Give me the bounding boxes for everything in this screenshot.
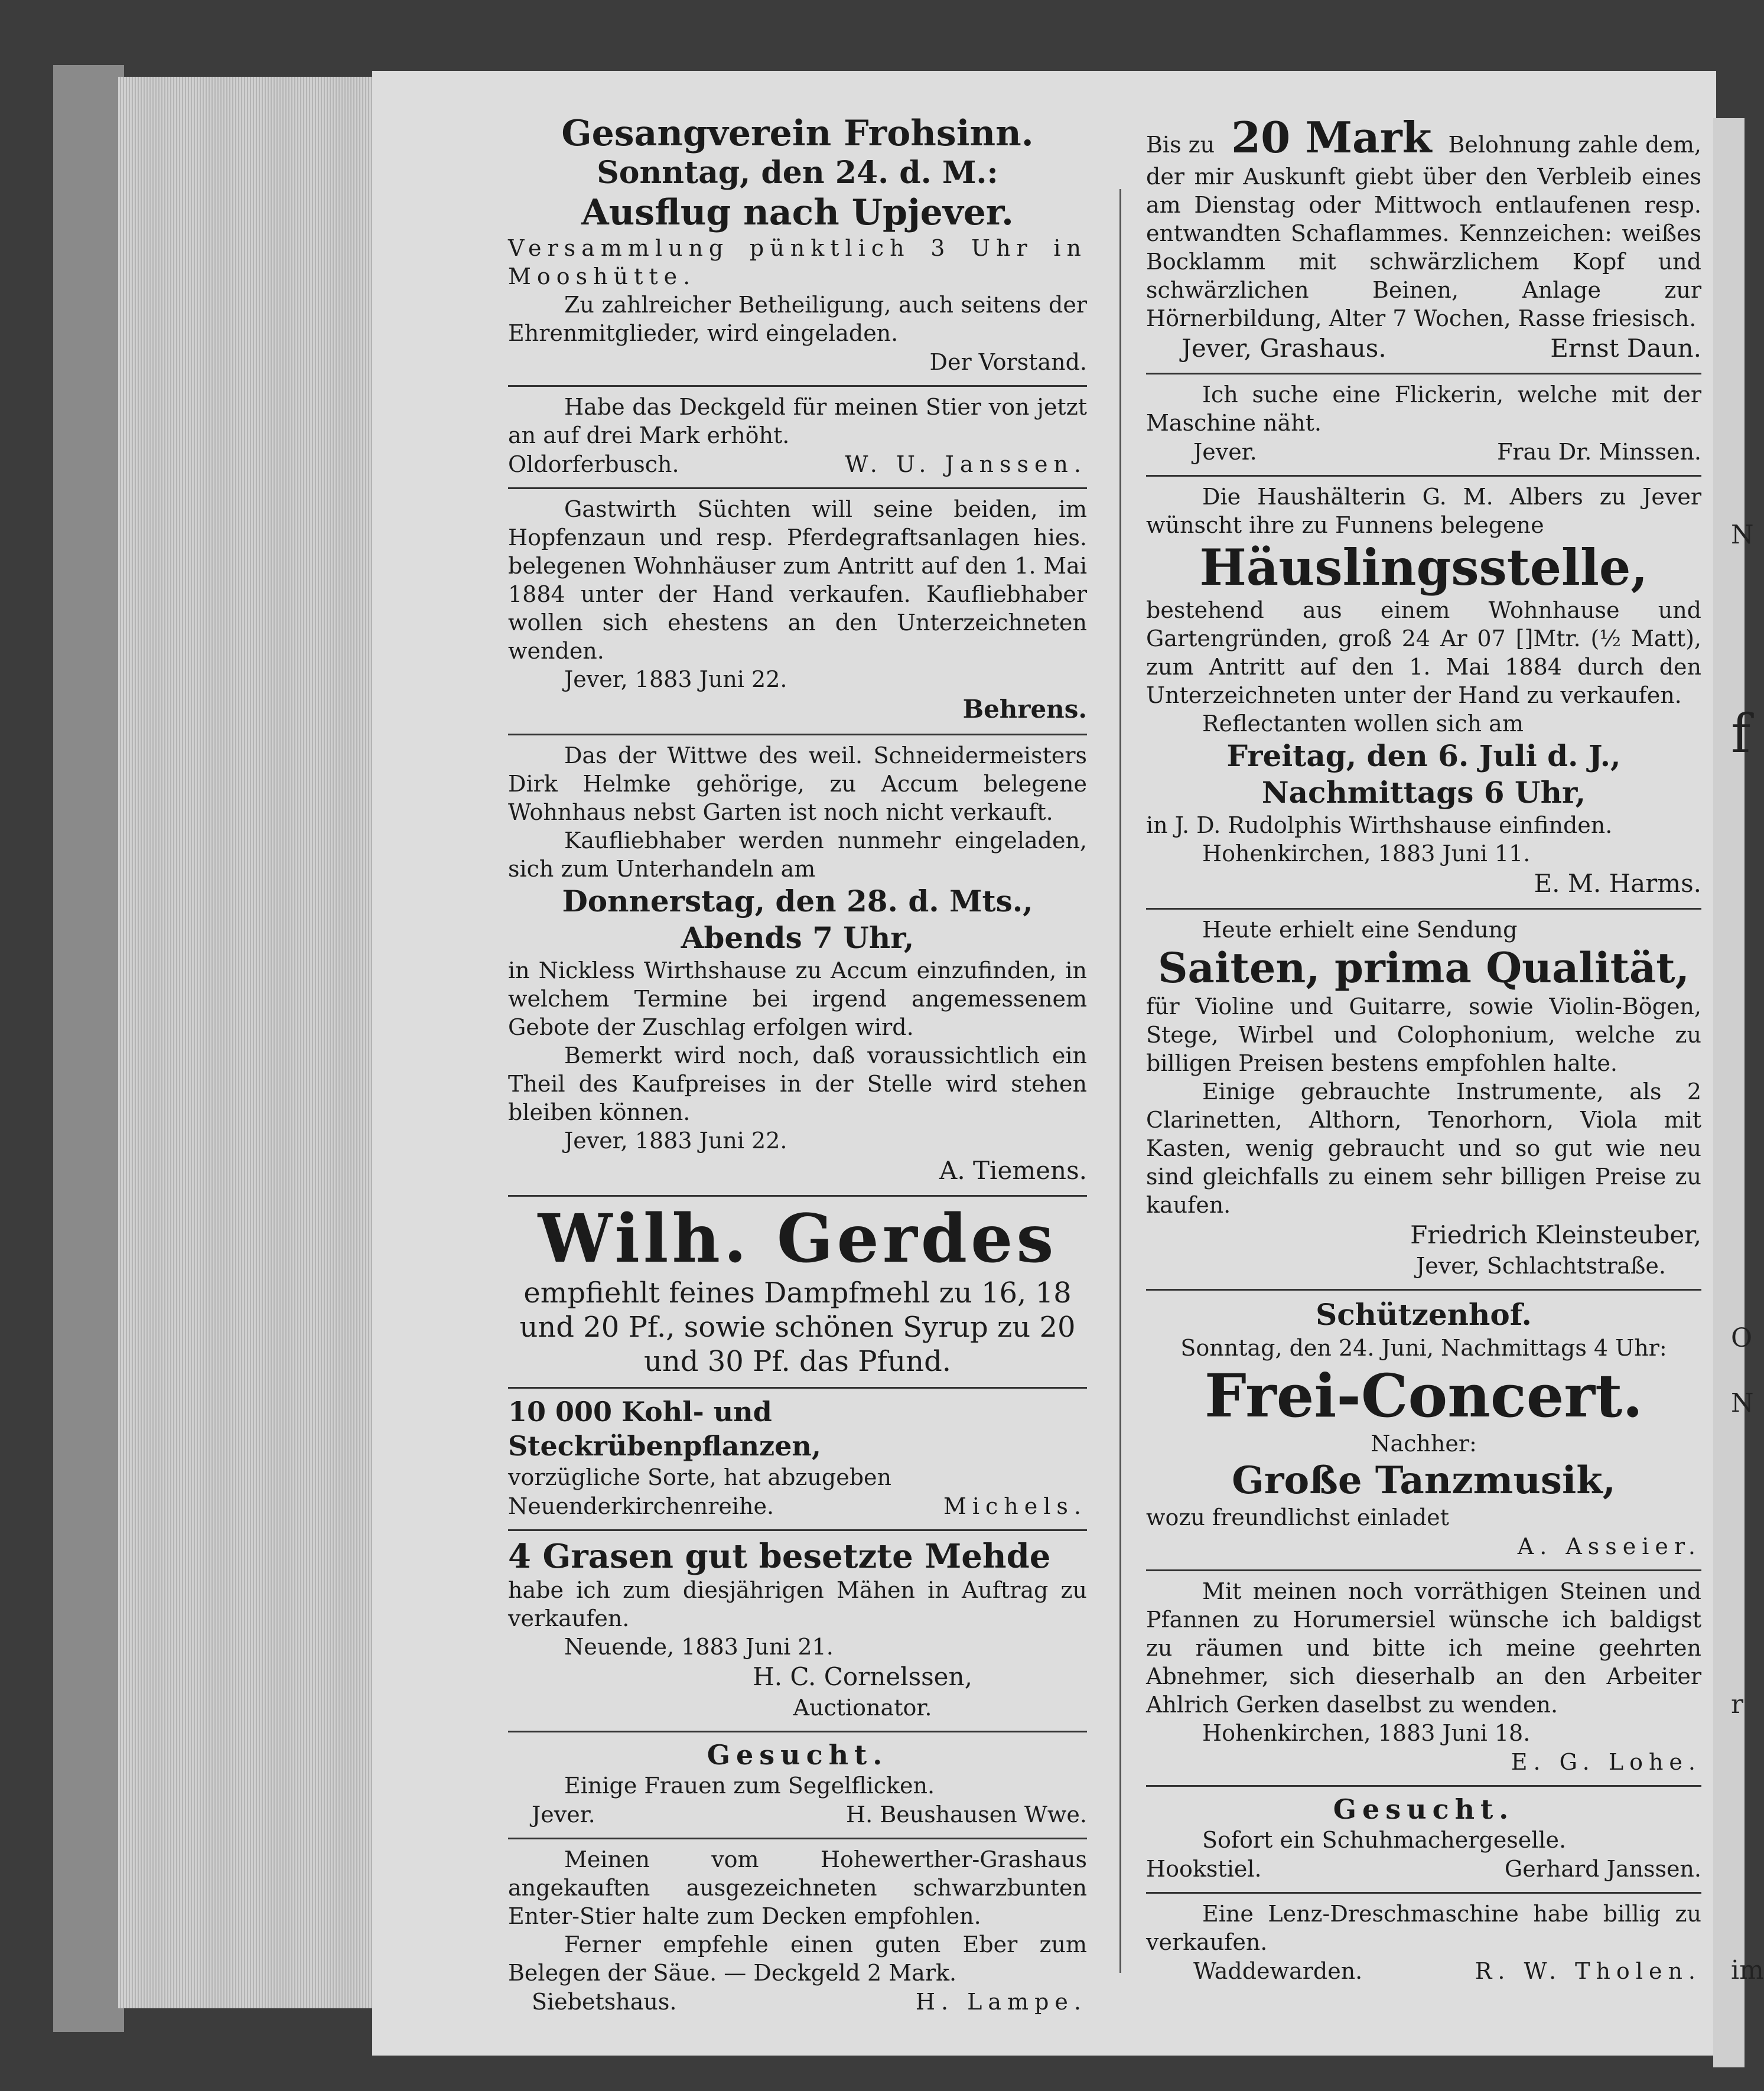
ad-headline: 10 000 Kohl- und Steckrübenpflanzen, [508,1396,821,1462]
ad-signer: A. Asseier. [1517,1533,1701,1559]
ad-date: Sonntag, den 24. d. M.: [597,155,998,191]
ad-title: Gesangverein Frohsinn. [561,113,1034,154]
ad-brand: Wilh. Gerdes [538,1200,1057,1278]
ad-separator [508,385,1087,387]
ad-flickerin [1146,380,1701,467]
ad-separator [508,734,1087,735]
ad-signer: Behrens. [962,695,1087,724]
next-page-edge [1713,118,1745,2067]
ad-text: Ich suche eine Flickerin, welche mit der Maschine näht. [1146,382,1701,436]
ad-text: Meinen vom Hohewerther-Grashaus angekauften ausgezeichneten schwarzbunten Enter-Stier halte zum Decken empfohlen. [508,1846,1087,1929]
ad-place: Jever. [1193,439,1257,465]
ad-separator [1146,1785,1701,1787]
ad-signer-role: Auctionator. [793,1695,932,1721]
ad-text: Habe das Deckgeld für meinen Stier von jetzt an auf drei Mark erhöht. [508,394,1087,448]
ad-lohe [1146,1577,1701,1777]
ad-separator [1146,1892,1701,1894]
ad-address: Jever, Schlachtstraße. [1416,1253,1666,1279]
left-column [508,112,1087,2017]
ad-text: Belohnung zahle dem, [1448,132,1701,158]
ad-place: Waddewarden. [1193,1958,1363,1984]
ad-place: Siebetshaus. [532,1989,677,2015]
ad-haeuslingsstelle [1146,483,1701,900]
ad-date: Jever, 1883 Juni 22. [564,666,787,692]
ad-amount: 20 Mark [1231,112,1432,162]
ad-title: Gesucht. [1333,1793,1515,1825]
ad-place: Jever, Grashaus. [1182,334,1387,363]
ad-text: bestehend aus einem Wohnhause und Gartengründen, groß 24 Ar 07 []Mtr. (½ Matt), zum Antritt auf den 1. Mai 1884 durch den Unterzeichneten unter der Hand zu verkaufen. [1146,597,1701,708]
ad-signer: A. Tiemens. [939,1156,1087,1185]
ad-headline: Saiten, prima Qualität, [1157,943,1690,992]
ad-signer: Frau Dr. Minssen. [1497,439,1701,465]
ad-signer: R. W. Tholen. [1475,1958,1701,1984]
ad-text: Kaufliebhaber werden nunmehr eingeladen, sich zum Unterhandeln am [508,828,1087,882]
ad-text: wozu freundlichst einladet [1146,1504,1449,1530]
ad-saiten [1146,916,1701,1281]
ad-signer: Friedrich Kleinsteuber, [1410,1220,1701,1249]
ad-belohnung [1146,112,1701,364]
ad-place: Neuenderkirchenreihe. [508,1493,774,1519]
ad-signer: Ernst Daun. [1550,334,1701,363]
ad-signer: Michels. [943,1493,1087,1519]
ad-separator [1146,1289,1701,1291]
ad-date: Hohenkirchen, 1883 Juni 18. [1202,1720,1531,1746]
edge-fragment: O [1731,1323,1753,1353]
ad-date-big: Donnerstag, den 28. d. Mts., [562,884,1033,919]
ad-gesucht-2 [1146,1793,1701,1884]
ad-date: Jever, 1883 Juni 22. [564,1128,787,1154]
ad-date: Sonntag, den 24. Juni, Nachmittags 4 Uhr: [1180,1335,1667,1361]
ad-text: Sofort ein Schuhmachergeselle. [1202,1827,1567,1853]
ad-time-big: Abends 7 Uhr, [681,920,914,955]
ad-headline: Frei-Concert. [1204,1361,1643,1431]
ad-separator [508,1195,1087,1197]
ad-text: Bemerkt wird noch, daß voraussichtlich ein Theil des Kaufpreises in der Stelle wird stehen bleiben können. [508,1043,1087,1125]
ad-separator [508,1529,1087,1531]
ad-separator [508,487,1087,489]
ad-signer: H. C. Cornelssen, [753,1662,972,1691]
ad-place: Oldorferbusch. [508,451,679,477]
ad-tholen [1146,1900,1701,1986]
ad-text: habe ich zum diesjährigen Mähen in Auftrag zu verkaufen. [508,1577,1087,1631]
ad-text: Gastwirth Süchten will seine beiden, im Hopfenzaun und resp. Pferdegraftsanlagen hies. belegenen Wohnhäuser zum Antritt auf den 1. Mai 1884 unter der Hand verkaufen. Kaufliebhaber wollen sich ehestens an den Unterzeichneten wenden. [508,496,1087,664]
ad-text: Zu zahlreicher Betheiligung, auch seitens der Ehrenmitglieder, wird eingeladen. [508,292,1087,346]
ad-text: Ferner empfehle einen guten Eber zum Belegen der Säue. — Deckgeld 2 Mark. [508,1932,1087,1986]
ad-text: vorzügliche Sorte, hat abzugeben [508,1464,892,1490]
ad-text: Heute erhielt eine Sendung [1202,917,1518,943]
ad-text: Die Haushälterin G. M. Albers zu Jever wünscht ihre zu Funnens belegene [1146,484,1701,538]
page-edges [118,77,384,2008]
ad-place: Jever. [532,1802,595,1828]
ad-text: Reflectanten wollen sich am [1202,711,1524,737]
ad-text: der mir Auskunft giebt über den Verbleib eines am Dienstag oder Mittwoch entlaufenen resp. entwandten Schaflammes. Kennzeichen: weißes Bocklamm mit schwärzlichem Kopf und schwärzlichen Beinen, Anlage zur Hörnerbildung, Alter 7 Wochen, Rasse friesisch. [1146,164,1701,331]
ad-signer: E. G. Lohe. [1511,1749,1701,1775]
ad-mehde [508,1537,1087,1722]
ad-separator [508,1838,1087,1839]
ad-text: in Nickless Wirthshause zu Accum einzufinden, in welchem Termine bei irgend angemessenem Gebote der Zuschlag erfolgen wird. [508,957,1087,1040]
ad-text: Das der Wittwe des weil. Schneidermeisters Dirk Helmke gehörige, zu Accum belegene Wohnhaus nebst Garten ist noch nicht verkauft. [508,742,1087,825]
edge-fragment: N [1731,1388,1754,1418]
ad-separator [1146,1569,1701,1571]
ad-text: Einige gebrauchte Instrumente, als 2 Clarinetten, Althorn, Tenorhorn, Viola mit Kasten, wenig gebraucht und so gut wie neu sind gleichfalls zu einem sehr billigen Preise zu kaufen. [1146,1079,1701,1218]
ad-signer: Gerhard Janssen. [1504,1856,1701,1882]
edge-fragment: f [1731,703,1751,765]
ad-separator [1146,373,1701,374]
ad-time-big: Nachmittags 6 Uhr, [1261,775,1586,810]
ad-signer: H. Lampe. [915,1989,1087,2015]
ad-deckgeld [508,393,1087,479]
ad-headline: 4 Grasen gut besetzte Mehde [508,1537,1051,1576]
ad-date: Neuende, 1883 Juni 21. [564,1634,834,1660]
book-binding [53,65,124,2032]
ad-separator [508,1731,1087,1732]
ad-place: Hookstiel. [1146,1856,1262,1882]
ad-title: Schützenhof. [1316,1297,1532,1332]
ad-text: Einige Frauen zum Segelflicken. [564,1773,935,1799]
column-divider [1119,189,1121,1973]
ad-kohl [508,1395,1087,1521]
ad-signer: H. Beushausen Wwe. [846,1802,1087,1828]
ad-title: Gesucht. [707,1739,888,1771]
edge-fragment: N [1731,520,1754,550]
ad-headline: Ausflug nach Upjever. [581,192,1014,233]
right-column [1146,112,1701,1986]
ad-separator [508,1387,1087,1389]
ad-schuetzenhof [1146,1297,1701,1561]
ad-signer: E. M. Harms. [1534,869,1701,898]
ad-date: Hohenkirchen, 1883 Juni 11. [1202,841,1531,867]
ad-text: Nachher: [1371,1431,1477,1457]
ad-suechten [508,495,1087,725]
ad-text: Versammlung pünktlich 3 Uhr in Mooshütte. [508,235,1087,289]
ad-separator [1146,908,1701,910]
ad-gesucht [508,1738,1087,1829]
ad-text: Mit meinen noch vorräthigen Steinen und Pfannen zu Horumersiel wünsche ich baldigst zu räumen und bitte ich meine geehrten Abnehmer, sich dieserhalb an den Arbeiter Ahlrich Gerken daselbst zu wenden. [1146,1578,1701,1718]
ad-lampe [508,1845,1087,2017]
ad-headline: Große Tanzmusik, [1232,1458,1616,1503]
ad-headline: Häuslingsstelle, [1199,538,1648,597]
ad-text: Eine Lenz-Dreschmaschine habe billig zu verkaufen. [1146,1901,1701,1955]
ad-gesangverein [508,112,1087,377]
ad-separator [1146,475,1701,477]
ad-helmke [508,741,1087,1187]
ad-text: empfiehlt feines Dampfmehl zu 16, 18 und 20 Pf., sowie schönen Syrup zu 20 und 30 Pf. das Pfund. [519,1276,1076,1378]
ad-signer: W. U. Janssen. [845,451,1087,477]
ad-text: Bis zu [1146,132,1215,158]
ad-date-big: Freitag, den 6. Juli d. J., [1226,738,1621,773]
ad-signer: Der Vorstand. [929,349,1087,375]
ad-gerdes [508,1200,1087,1379]
ad-text: für Violine und Guitarre, sowie Violin-Bögen, Stege, Wirbel und Colophonium, welche zu billigen Preisen bestens empfohlen halte. [1146,994,1701,1076]
edge-fragment: im [1731,1955,1764,1985]
ad-text: in J. D. Rudolphis Wirthshause einfinden. [1146,812,1613,838]
edge-fragment: r [1731,1689,1744,1719]
